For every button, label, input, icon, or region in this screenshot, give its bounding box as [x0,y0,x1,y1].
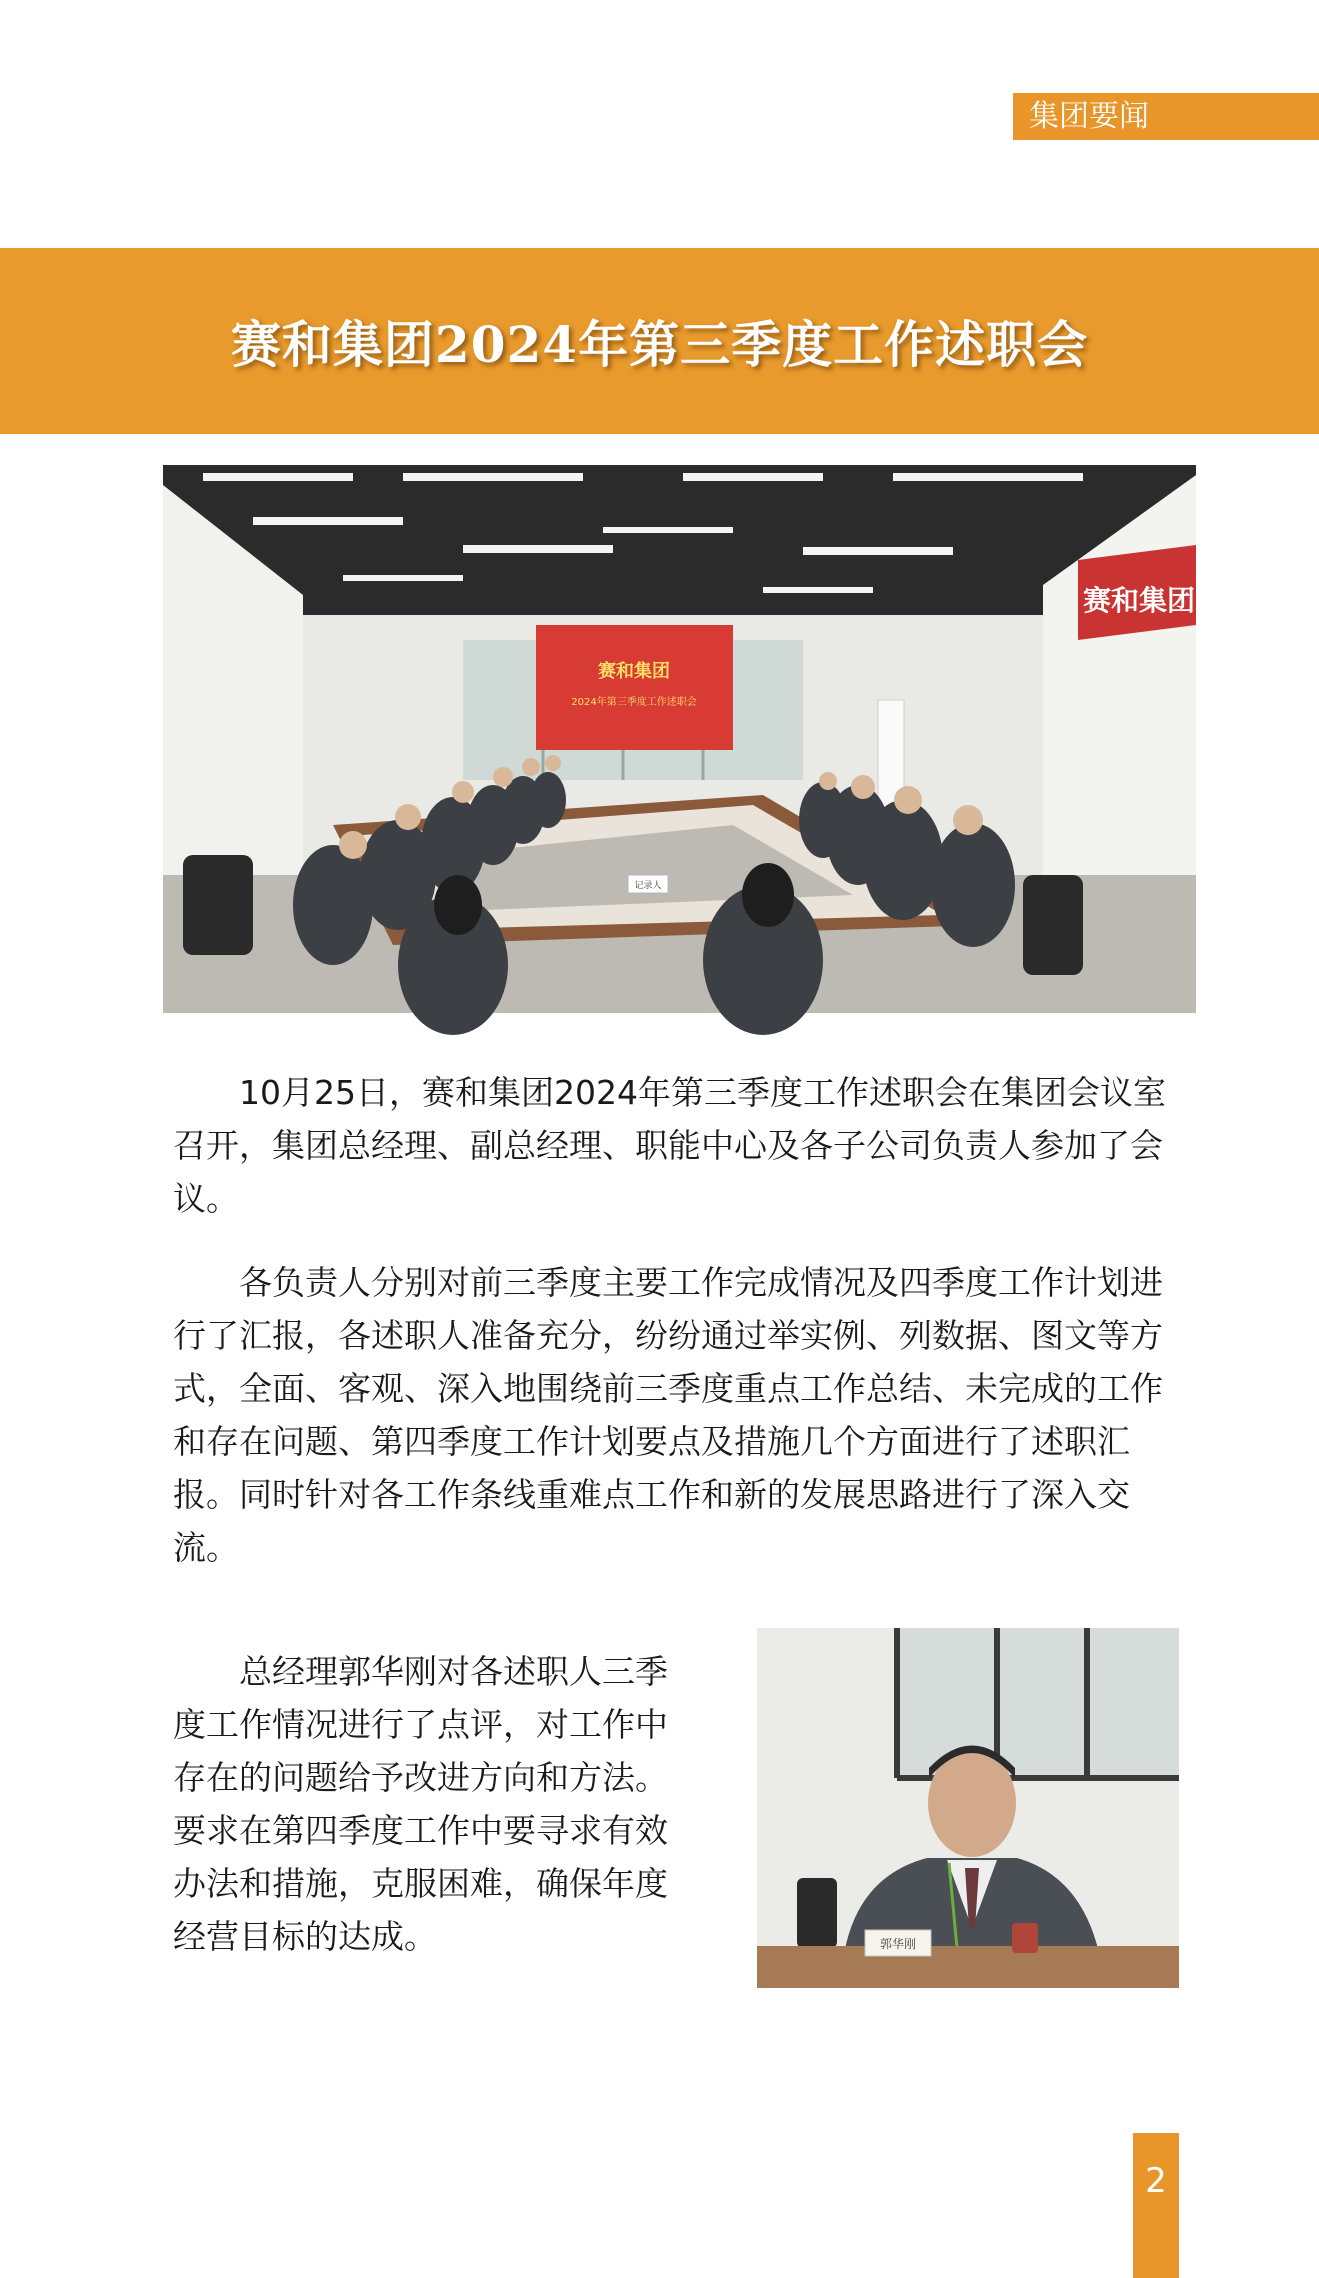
title-banner [0,248,1319,434]
paragraph-2: 各负责人分别对前三季度主要工作完成情况及四季度工作计划进行了汇报，各述职人准备充分，纷纷通过举实例、列数据、图文等方式，全面、客观、深入地围绕前三季度重点工作总结、未完成的工作和存在问题、第四季度工作计划要点及措施几个方面进行了述职汇报。同时针对各工作条线重难点工作和新的发展思路进行了深入交流。 [173,1263,1163,1567]
paragraph-1: 10月25日，赛和集团2024年第三季度工作述职会在集团会议室召开，集团总经理、副总经理、职能中心及各子公司负责人参加了会议。 [173,1073,1166,1218]
page-number: 2 [1133,2133,1179,2278]
name-card-recorder: 记录人 [634,881,662,891]
name-card-manager: 郭华刚 [879,1937,917,1951]
banner-text: 赛和集团2 [1083,584,1215,617]
screen-text-line2: 2024年第三季度工作述职会 [571,697,697,708]
manager-photo [757,1628,1179,1988]
section-tag: 集团要闻 [1013,93,1319,140]
meeting-photo [163,465,1215,1013]
article-title: 赛和集团2024年第三季度工作述职会 [230,315,1089,374]
paragraph-3: 总经理郭华刚对各述职人三季度工作情况进行了点评，对工作中存在的问题给予改进方向和方法。要求在第四季度工作中要寻求有效办法和措施，克服困难，确保年度经营目标的达成。 [173,1652,668,1956]
screen-text-line1: 赛和集团 [598,661,670,682]
